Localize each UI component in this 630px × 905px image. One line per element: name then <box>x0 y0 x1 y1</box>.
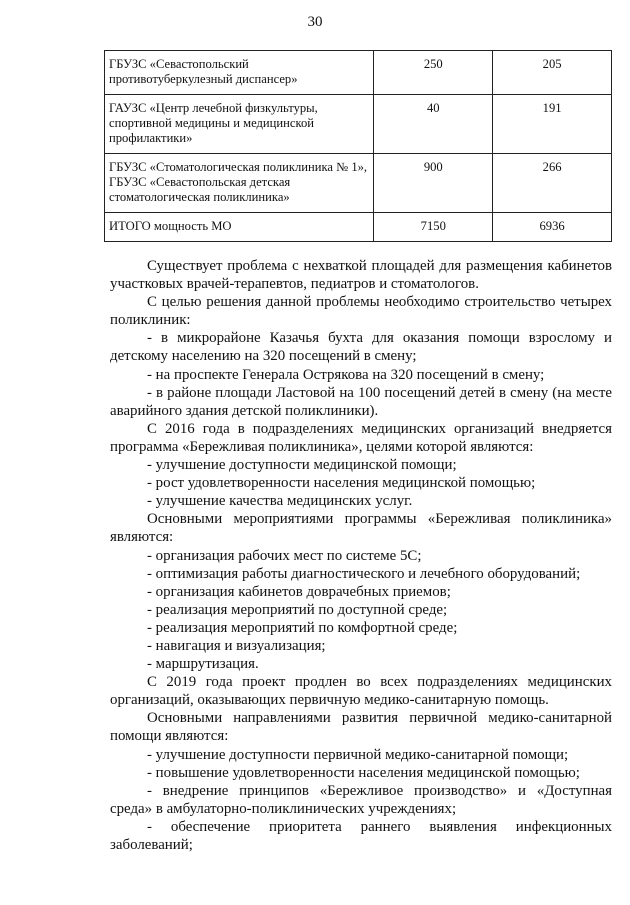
table-row <box>105 51 612 95</box>
table-cell-value: 250 <box>374 51 493 95</box>
table-cell-value: 205 <box>493 51 612 95</box>
list-item: - обеспечение приоритета раннего выявления инфекционных заболеваний; <box>110 818 612 853</box>
list-item: - улучшение качества медицинских услуг. <box>147 493 413 510</box>
list-item: - повышение удовлетворенности населения медицинской помощью; <box>147 764 580 781</box>
list-item: - реализация мероприятий по комфортной среде; <box>147 619 458 636</box>
list-item: - организация рабочих мест по системе 5С; <box>147 547 422 564</box>
table-row-total <box>105 213 612 242</box>
table-cell-name: ИТОГО мощность МО <box>105 213 374 242</box>
list-item: - в районе площади Ластовой на 100 посещений детей в смену (на месте аварийного здания детской поликлиники). <box>110 384 612 419</box>
list-item: - маршрутизация. <box>147 656 259 673</box>
list-item: - улучшение доступности медицинской помощи; <box>147 457 457 474</box>
table-cell-value: 191 <box>493 95 612 154</box>
list-item: - в микрорайоне Казачья бухта для оказания помощи взрослому и детскому населению на 320 посещений в смену; <box>110 330 612 365</box>
paragraph: С 2019 года проект продлен во всех подразделениях медицинских организаций, оказывающих первичную медико-санитарную помощь. <box>110 674 612 709</box>
list-item: - улучшение доступности первичной медико-санитарной помощи; <box>147 746 569 763</box>
capacity-table <box>104 50 612 242</box>
table-cell-name: ГБУЗС «Севастопольский противотуберкулезный диспансер» <box>105 51 374 95</box>
paragraph: С 2016 года в подразделениях медицинских организаций внедряется программа «Бережливая поликлиника», целями которой являются: <box>110 420 612 455</box>
table-cell-name: ГБУЗС «Стоматологическая поликлиника № 1», ГБУЗС «Севастопольская детская стоматологическая поликлиника» <box>105 154 374 213</box>
paragraph: Основными направлениями развития первичной медико-санитарной помощи являются: <box>110 710 612 745</box>
list-item: - на проспекте Генерала Острякова на 320 посещений в смену; <box>147 366 545 383</box>
table-cell-value: 7150 <box>374 213 493 242</box>
table-cell-value: 6936 <box>493 213 612 242</box>
body-text <box>110 257 612 854</box>
list-item: - организация кабинетов доврачебных приемов; <box>147 583 451 600</box>
list-item: - внедрение принципов «Бережливое производство» и «Доступная среда» в амбулаторно-поликлинических учреждениях; <box>110 782 612 817</box>
table-cell-value: 266 <box>493 154 612 213</box>
table-row <box>105 95 612 154</box>
list-item: - оптимизация работы диагностического и лечебного оборудований; <box>147 565 581 582</box>
list-item: - реализация мероприятий по доступной среде; <box>147 601 448 618</box>
table-row <box>105 154 612 213</box>
table-cell-value: 40 <box>374 95 493 154</box>
table-cell-value: 900 <box>374 154 493 213</box>
list-item: - навигация и визуализация; <box>147 637 326 654</box>
list-item: - рост удовлетворенности населения медицинской помощью; <box>147 475 536 492</box>
paragraph: Основными мероприятиями программы «Бережливая поликлиника» являются: <box>110 511 612 546</box>
table-cell-name: ГАУЗС «Центр лечебной физкультуры, спортивной медицины и медицинской профилактики» <box>105 95 374 154</box>
paragraph: Существует проблема с нехваткой площадей для размещения кабинетов участковых врачей-терапевтов, педиатров и стоматологов. <box>110 258 612 293</box>
paragraph: С целью решения данной проблемы необходимо строительство четырех поликлиник: <box>110 294 612 329</box>
page-number: 30 <box>307 14 323 30</box>
